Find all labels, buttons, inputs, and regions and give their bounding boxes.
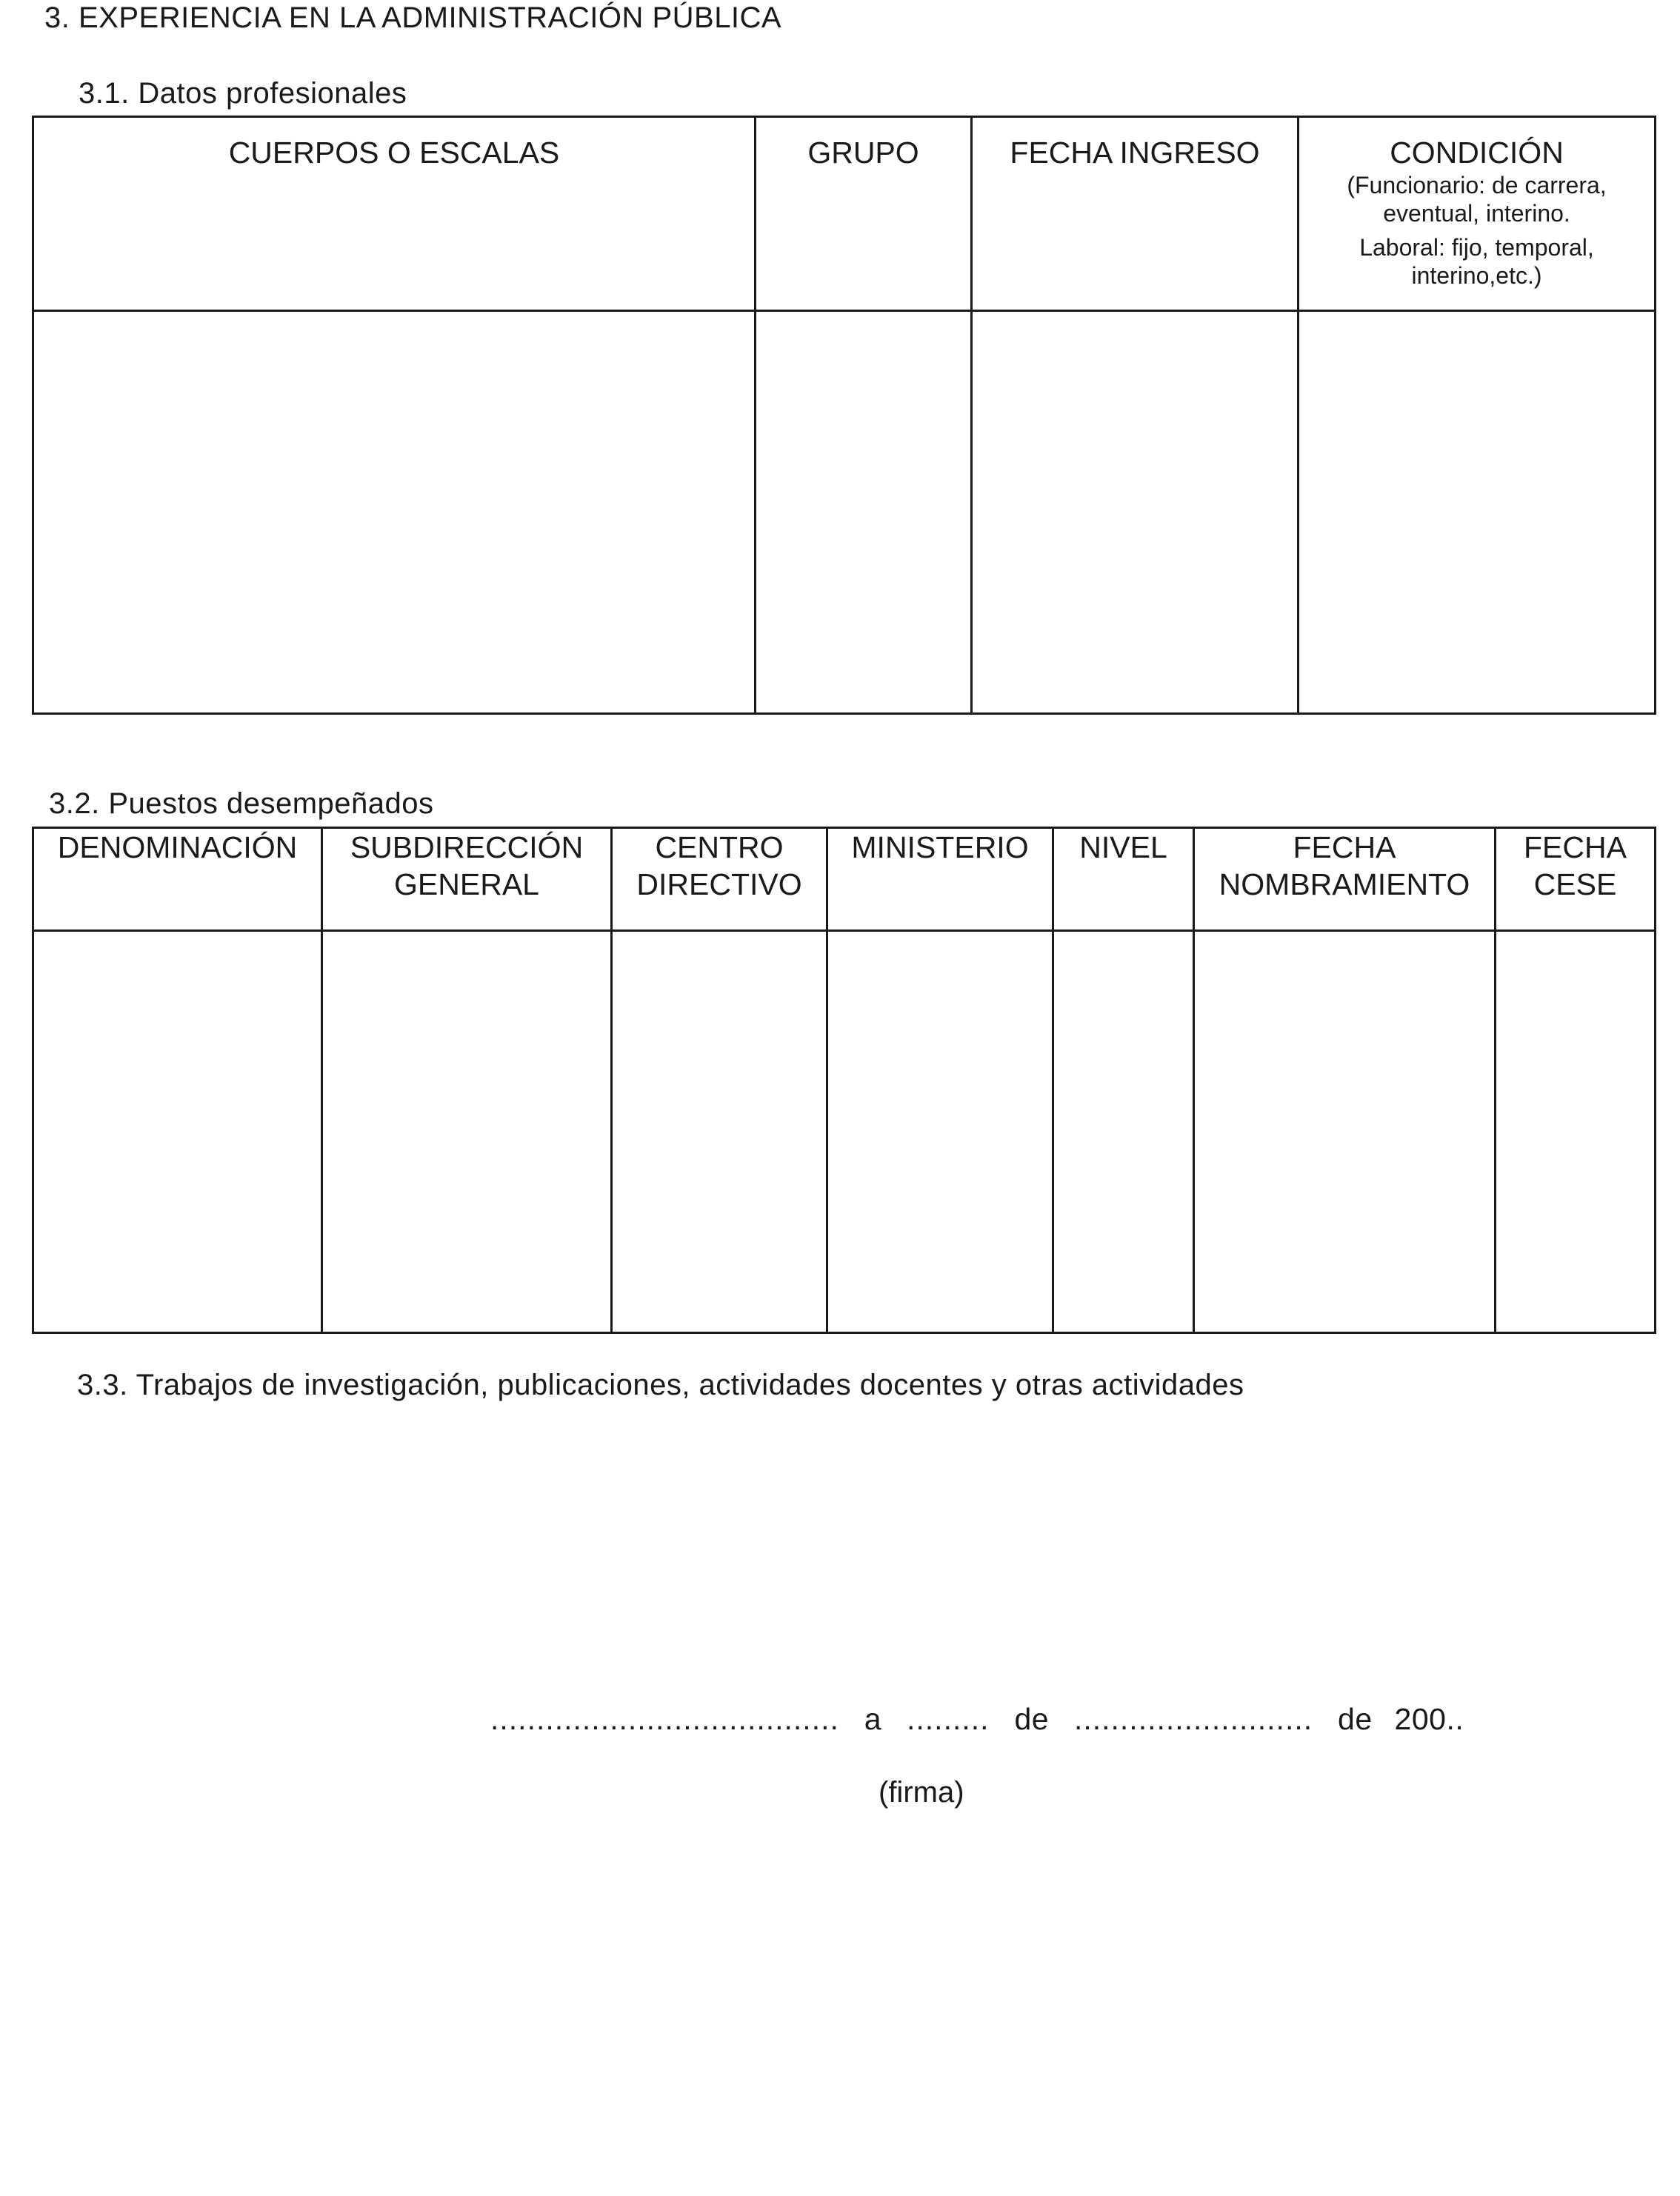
header-cuerpos-escalas [33,117,756,311]
puestos-entry-row [33,931,1656,1333]
header-ministerio-label: MINISTERIO [851,830,1029,864]
condicion-cell[interactable] [1299,311,1656,714]
fecha-ingreso-cell[interactable] [972,311,1299,714]
header-nivel-label: NIVEL [1079,830,1167,864]
header-fecha-cese [1496,828,1656,931]
header-fecha-nombramiento-line-2: NOMBRAMIENTO [1219,867,1470,901]
condicion-note-laboral: Laboral: fijo, temporal, interino,etc.) [1359,234,1594,289]
puestos-header-row [33,828,1656,931]
nivel-cell[interactable] [1053,931,1194,1333]
header-condicion-label: CONDICIÓN [1390,136,1564,170]
header-denominacion-label: DENOMINACIÓN [57,830,298,864]
fecha-cese-cell[interactable] [1496,931,1656,1333]
header-fecha-ingreso [972,117,1299,311]
denominacion-cell[interactable] [33,931,322,1333]
datos-profesionales-entry-row [33,311,1656,714]
header-grupo-label: GRUPO [807,136,919,170]
fecha-nombramiento-cell[interactable] [1194,931,1496,1333]
section-3-2-title: 3.2. Puestos desempeñados [49,787,434,820]
header-fecha-ingreso-label: FECHA INGRESO [1010,136,1260,170]
cuerpos-escalas-cell[interactable] [33,311,756,714]
header-denominacion [33,828,322,931]
header-subdireccion-general [322,828,612,931]
grupo-cell[interactable] [756,311,972,714]
header-subdireccion-line-2: GENERAL [394,867,539,901]
header-fecha-cese-line-1: FECHA [1524,830,1627,864]
place-blank[interactable]: ...................................... [490,1702,839,1736]
subdireccion-general-cell[interactable] [322,931,612,1333]
section-3-3-content-area[interactable] [77,1415,1633,1681]
header-nivel [1053,828,1194,931]
puestos-desempenados-table [32,827,1656,1334]
de-label-1: de [1014,1702,1050,1736]
header-ministerio [827,828,1053,931]
place-date-line [490,1702,1464,1737]
datos-profesionales-table [32,116,1656,715]
month-blank[interactable]: .......................... [1073,1702,1313,1736]
a-label: a [864,1702,882,1736]
ministerio-cell[interactable] [827,931,1053,1333]
header-fecha-nombramiento-line-1: FECHA [1293,830,1396,864]
header-grupo [756,117,972,311]
header-centro-directivo [612,828,827,931]
year-label[interactable]: 200.. [1394,1702,1464,1736]
header-fecha-nombramiento [1194,828,1496,931]
firma-label: (firma) [879,1776,964,1809]
centro-directivo-cell[interactable] [612,931,827,1333]
header-subdireccion-line-1: SUBDIRECCIÓN [350,830,584,864]
header-centro-line-2: DIRECTIVO [636,867,802,901]
de-label-2: de [1338,1702,1373,1736]
header-fecha-cese-line-2: CESE [1533,867,1617,901]
day-blank[interactable]: ......... [907,1702,990,1736]
section-3-3-title: 3.3. Trabajos de investigación, publicaciones, actividades docentes y otras actividades [77,1369,1244,1401]
header-centro-line-1: CENTRO [655,830,784,864]
condicion-note-funcionario: (Funcionario: de carrera, eventual, interino. [1347,172,1607,227]
section-3-1-title: 3.1. Datos profesionales [79,77,407,110]
datos-profesionales-header-row [33,117,1656,311]
section-3-title: 3. EXPERIENCIA EN LA ADMINISTRACIÓN PÚBLICA [44,1,782,34]
header-cuerpos-escalas-label: CUERPOS O ESCALAS [228,136,560,170]
header-condicion [1299,117,1656,311]
